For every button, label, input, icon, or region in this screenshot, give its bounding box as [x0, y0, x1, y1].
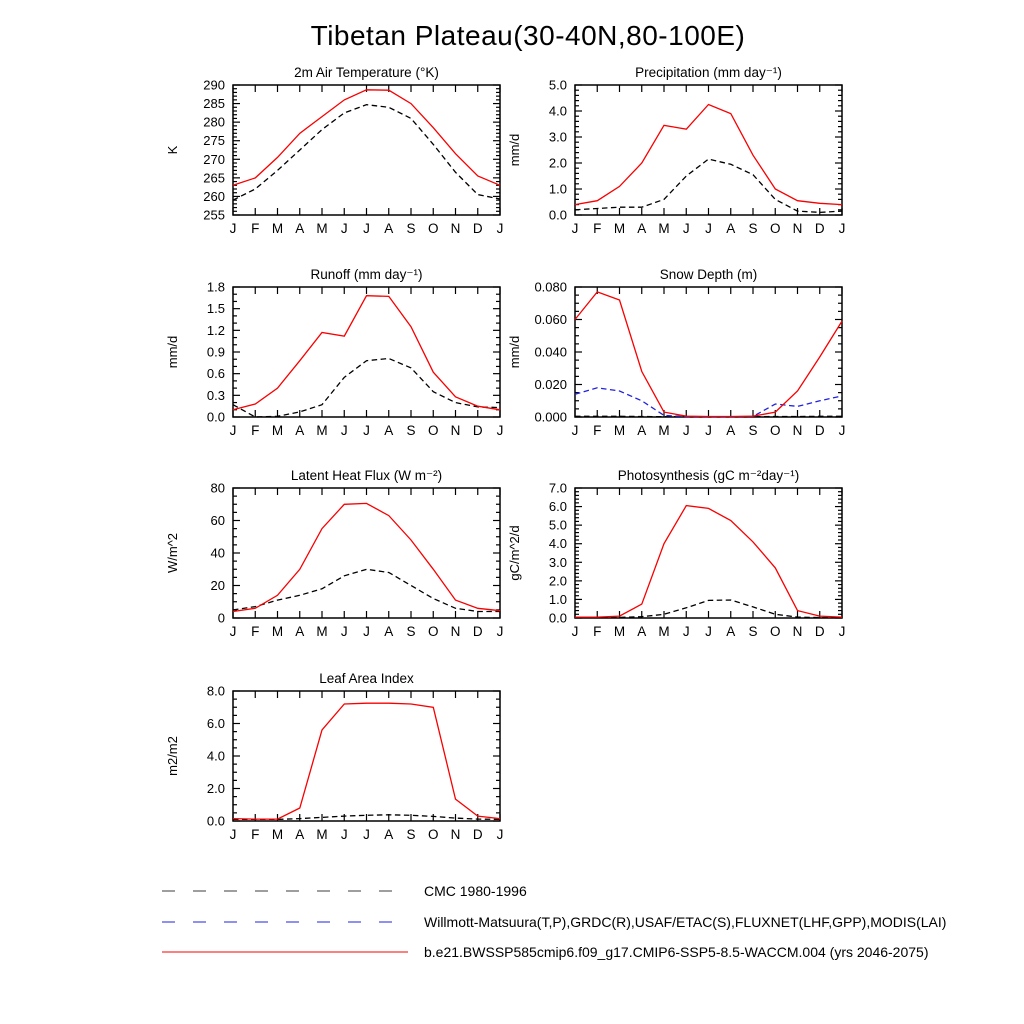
- panel-title: 2m Air Temperature (°K): [294, 65, 439, 80]
- x-tick-label: N: [450, 827, 461, 842]
- y-tick-label: 2.0: [548, 573, 567, 589]
- y-tick-label: 3.0: [548, 554, 567, 570]
- y-tick-label: 1.2: [206, 322, 225, 338]
- y-tick-label: 0.0: [206, 813, 225, 829]
- y-tick-label: 2.0: [548, 155, 567, 171]
- x-tick-label: N: [792, 423, 803, 438]
- panel-2m-air-temperature: [160, 62, 520, 262]
- x-tick-label: J: [571, 423, 579, 438]
- panel-title: Latent Heat Flux (W m⁻²): [290, 468, 443, 483]
- precipitation-chart: [502, 62, 862, 262]
- panel-photosynthesis: [502, 465, 862, 665]
- x-tick-label: J: [571, 624, 579, 639]
- x-tick-label: M: [316, 221, 328, 236]
- x-tick-label: N: [450, 221, 461, 236]
- panel-leaf-area-index: [160, 668, 520, 868]
- x-tick-label: M: [316, 827, 328, 842]
- leaf-area-index-chart: [160, 668, 520, 868]
- x-tick-label: N: [792, 624, 803, 639]
- plot-frame: [233, 691, 500, 821]
- y-tick-label: 2.0: [206, 781, 225, 796]
- y-tick-label: 0.080: [534, 279, 567, 295]
- air-temperature-chart: [160, 62, 520, 262]
- plot-frame: [233, 287, 500, 417]
- x-tick-label: J: [682, 221, 690, 236]
- y-tick-label: 0.0: [548, 610, 567, 626]
- x-tick-label: J: [705, 624, 712, 639]
- series-line-1: [233, 503, 500, 611]
- x-tick-label: J: [571, 221, 579, 236]
- x-tick-label: J: [363, 423, 370, 438]
- y-axis-label: W/m^2: [165, 532, 180, 574]
- x-tick-label: A: [726, 423, 736, 438]
- y-tick-label: 40: [210, 545, 225, 561]
- series-line-1: [233, 703, 500, 819]
- x-tick-label: A: [295, 624, 305, 639]
- x-tick-label: F: [593, 221, 602, 236]
- y-tick-label: 290: [203, 77, 225, 93]
- x-tick-label: M: [658, 624, 670, 639]
- x-tick-label: J: [838, 423, 846, 438]
- panel-title: Photosynthesis (gC m⁻²day⁻¹): [617, 468, 800, 483]
- x-tick-label: A: [295, 221, 305, 236]
- x-tick-label: J: [705, 423, 712, 438]
- x-tick-label: S: [406, 423, 416, 438]
- series-line-0: [233, 359, 500, 418]
- y-axis-label: mm/d: [507, 335, 522, 369]
- y-axis-label: K: [165, 145, 180, 155]
- panel-title: Precipitation (mm day⁻¹): [635, 65, 782, 80]
- legend-obs-line-sample: [160, 915, 410, 929]
- x-tick-label: A: [295, 827, 305, 842]
- x-tick-label: J: [229, 423, 237, 438]
- y-tick-label: 0.020: [534, 377, 567, 392]
- legend-item-cmc: [160, 882, 527, 900]
- x-tick-label: M: [658, 423, 670, 438]
- y-tick-label: 3.0: [548, 129, 567, 145]
- y-axis-label: mm/d: [165, 335, 180, 369]
- series-line-0: [233, 105, 500, 200]
- y-tick-label: 0.9: [206, 344, 225, 360]
- legend-label-model: b.e21.BWSSP585cmip6.f09_g17.CMIP6-SSP5-8.5-WACCM.004 (yrs 2046-2075): [424, 944, 929, 960]
- x-tick-label: J: [363, 827, 370, 842]
- panel-runoff: [160, 264, 520, 464]
- x-tick-label: A: [384, 827, 394, 842]
- y-tick-label: 0.0: [548, 207, 567, 223]
- plot-frame: [575, 287, 842, 417]
- x-tick-label: M: [658, 221, 670, 236]
- x-tick-label: J: [229, 827, 237, 842]
- legend-label-cmc: CMC 1980-1996: [424, 883, 527, 899]
- y-tick-label: 1.0: [548, 591, 567, 607]
- y-tick-label: 4.0: [548, 536, 567, 552]
- y-tick-label: 20: [210, 578, 225, 593]
- snow-depth-chart: [502, 264, 862, 464]
- y-tick-label: 1.8: [206, 279, 225, 295]
- panel-snow-depth: [502, 264, 862, 464]
- page-title: Tibetan Plateau(30-40N,80-100E): [310, 20, 746, 51]
- y-tick-label: 0.060: [534, 312, 567, 327]
- x-tick-label: O: [427, 423, 439, 438]
- x-tick-label: M: [613, 221, 626, 236]
- y-tick-label: 280: [203, 114, 225, 130]
- x-tick-label: S: [406, 221, 416, 236]
- y-axis-label: mm/d: [507, 133, 522, 167]
- photosynthesis-chart: [502, 465, 862, 665]
- x-tick-label: J: [838, 624, 846, 639]
- x-tick-label: A: [295, 423, 305, 438]
- x-tick-label: M: [316, 624, 328, 639]
- x-tick-label: O: [427, 624, 439, 639]
- y-tick-label: 275: [203, 133, 225, 149]
- plot-frame: [575, 488, 842, 618]
- x-tick-label: J: [340, 423, 348, 438]
- y-tick-label: 0.040: [534, 344, 567, 360]
- x-tick-label: F: [593, 423, 602, 438]
- y-tick-label: 270: [203, 151, 225, 167]
- x-tick-label: M: [316, 423, 328, 438]
- x-tick-label: N: [450, 624, 461, 639]
- y-tick-label: 4.0: [548, 103, 567, 119]
- y-axis-label: gC/m^2/d: [507, 525, 522, 581]
- y-tick-label: 8.0: [206, 683, 225, 699]
- x-tick-label: M: [613, 423, 626, 438]
- x-tick-label: S: [406, 624, 416, 639]
- x-tick-label: D: [472, 423, 483, 438]
- x-tick-label: A: [726, 221, 736, 236]
- y-tick-label: 0: [217, 610, 225, 626]
- series-line-1: [575, 105, 842, 205]
- x-tick-label: S: [748, 624, 758, 639]
- legend-label-observations: Willmott-Matsuura(T,P),GRDC(R),USAF/ETAC(S),FLUXNET(LHF,GPP),MODIS(LAI): [424, 914, 947, 930]
- y-tick-label: 5.0: [548, 517, 567, 533]
- x-tick-label: F: [251, 827, 260, 842]
- x-tick-label: J: [363, 221, 370, 236]
- x-tick-label: A: [384, 624, 394, 639]
- legend-cmc-line-sample: [160, 884, 410, 898]
- x-tick-label: J: [363, 624, 370, 639]
- x-tick-label: D: [472, 827, 483, 842]
- x-tick-label: A: [637, 221, 647, 236]
- panel-title: Snow Depth (m): [659, 267, 758, 282]
- x-tick-label: O: [427, 827, 439, 842]
- x-tick-label: M: [271, 423, 284, 438]
- x-tick-label: D: [814, 423, 825, 438]
- legend-model-line-sample: [160, 945, 410, 959]
- y-tick-label: 7.0: [548, 480, 567, 496]
- x-tick-label: J: [682, 624, 690, 639]
- x-tick-label: O: [769, 221, 781, 236]
- x-tick-label: J: [496, 423, 504, 438]
- y-axis-label: m2/m2: [165, 736, 180, 776]
- x-tick-label: S: [406, 827, 416, 842]
- x-tick-label: S: [748, 221, 758, 236]
- y-tick-label: 1.0: [548, 181, 567, 197]
- x-tick-label: M: [271, 221, 284, 236]
- x-tick-label: M: [271, 624, 284, 639]
- x-tick-label: N: [450, 423, 461, 438]
- y-tick-label: 255: [203, 207, 225, 223]
- y-tick-label: 1.5: [206, 301, 225, 317]
- x-tick-label: D: [814, 624, 825, 639]
- series-line-1: [233, 296, 500, 410]
- x-tick-label: J: [496, 827, 504, 842]
- x-tick-label: O: [769, 624, 781, 639]
- y-tick-label: 0.0: [206, 409, 225, 425]
- x-tick-label: J: [496, 221, 504, 236]
- x-tick-label: S: [748, 423, 758, 438]
- panel-latent-heat-flux: [160, 465, 520, 665]
- y-tick-label: 285: [203, 96, 225, 112]
- x-tick-label: A: [384, 221, 394, 236]
- panel-title: Leaf Area Index: [319, 671, 414, 686]
- panel-precipitation: [502, 62, 862, 262]
- x-tick-label: J: [340, 827, 348, 842]
- x-tick-label: F: [251, 221, 260, 236]
- x-tick-label: F: [251, 624, 260, 639]
- x-tick-label: J: [682, 423, 690, 438]
- x-tick-label: A: [384, 423, 394, 438]
- y-tick-label: 0.3: [206, 387, 225, 403]
- x-tick-label: A: [637, 624, 647, 639]
- x-tick-label: J: [229, 624, 237, 639]
- x-tick-label: M: [613, 624, 626, 639]
- x-tick-label: F: [593, 624, 602, 639]
- x-tick-label: F: [251, 423, 260, 438]
- y-tick-label: 4.0: [206, 748, 225, 764]
- x-tick-label: J: [229, 221, 237, 236]
- x-tick-label: A: [726, 624, 736, 639]
- x-tick-label: J: [340, 221, 348, 236]
- y-tick-label: 0.6: [206, 366, 225, 382]
- y-tick-label: 265: [203, 170, 225, 186]
- x-tick-label: A: [637, 423, 647, 438]
- x-tick-label: J: [340, 624, 348, 639]
- x-tick-label: M: [271, 827, 284, 842]
- y-tick-label: 260: [203, 188, 225, 204]
- x-tick-label: J: [705, 221, 712, 236]
- y-tick-label: 60: [210, 513, 225, 528]
- y-tick-label: 6.0: [206, 716, 225, 731]
- x-tick-label: J: [838, 221, 846, 236]
- latent-heat-flux-chart: [160, 465, 520, 665]
- x-tick-label: D: [472, 624, 483, 639]
- series-line-0: [233, 569, 500, 611]
- legend-item-model: [160, 943, 929, 961]
- y-tick-label: 6.0: [548, 499, 567, 515]
- series-line-2: [575, 292, 842, 417]
- x-tick-label: D: [814, 221, 825, 236]
- y-tick-label: 80: [210, 480, 225, 496]
- y-tick-label: 0.000: [534, 409, 567, 425]
- x-tick-label: O: [769, 423, 781, 438]
- x-tick-label: D: [472, 221, 483, 236]
- x-tick-label: N: [792, 221, 803, 236]
- x-tick-label: O: [427, 221, 439, 236]
- legend-item-observations: [160, 913, 946, 931]
- series-line-0: [575, 159, 842, 212]
- x-tick-label: J: [496, 624, 504, 639]
- panel-title: Runoff (mm day⁻¹): [310, 267, 423, 282]
- y-tick-label: 5.0: [548, 77, 567, 93]
- runoff-chart: [160, 264, 520, 464]
